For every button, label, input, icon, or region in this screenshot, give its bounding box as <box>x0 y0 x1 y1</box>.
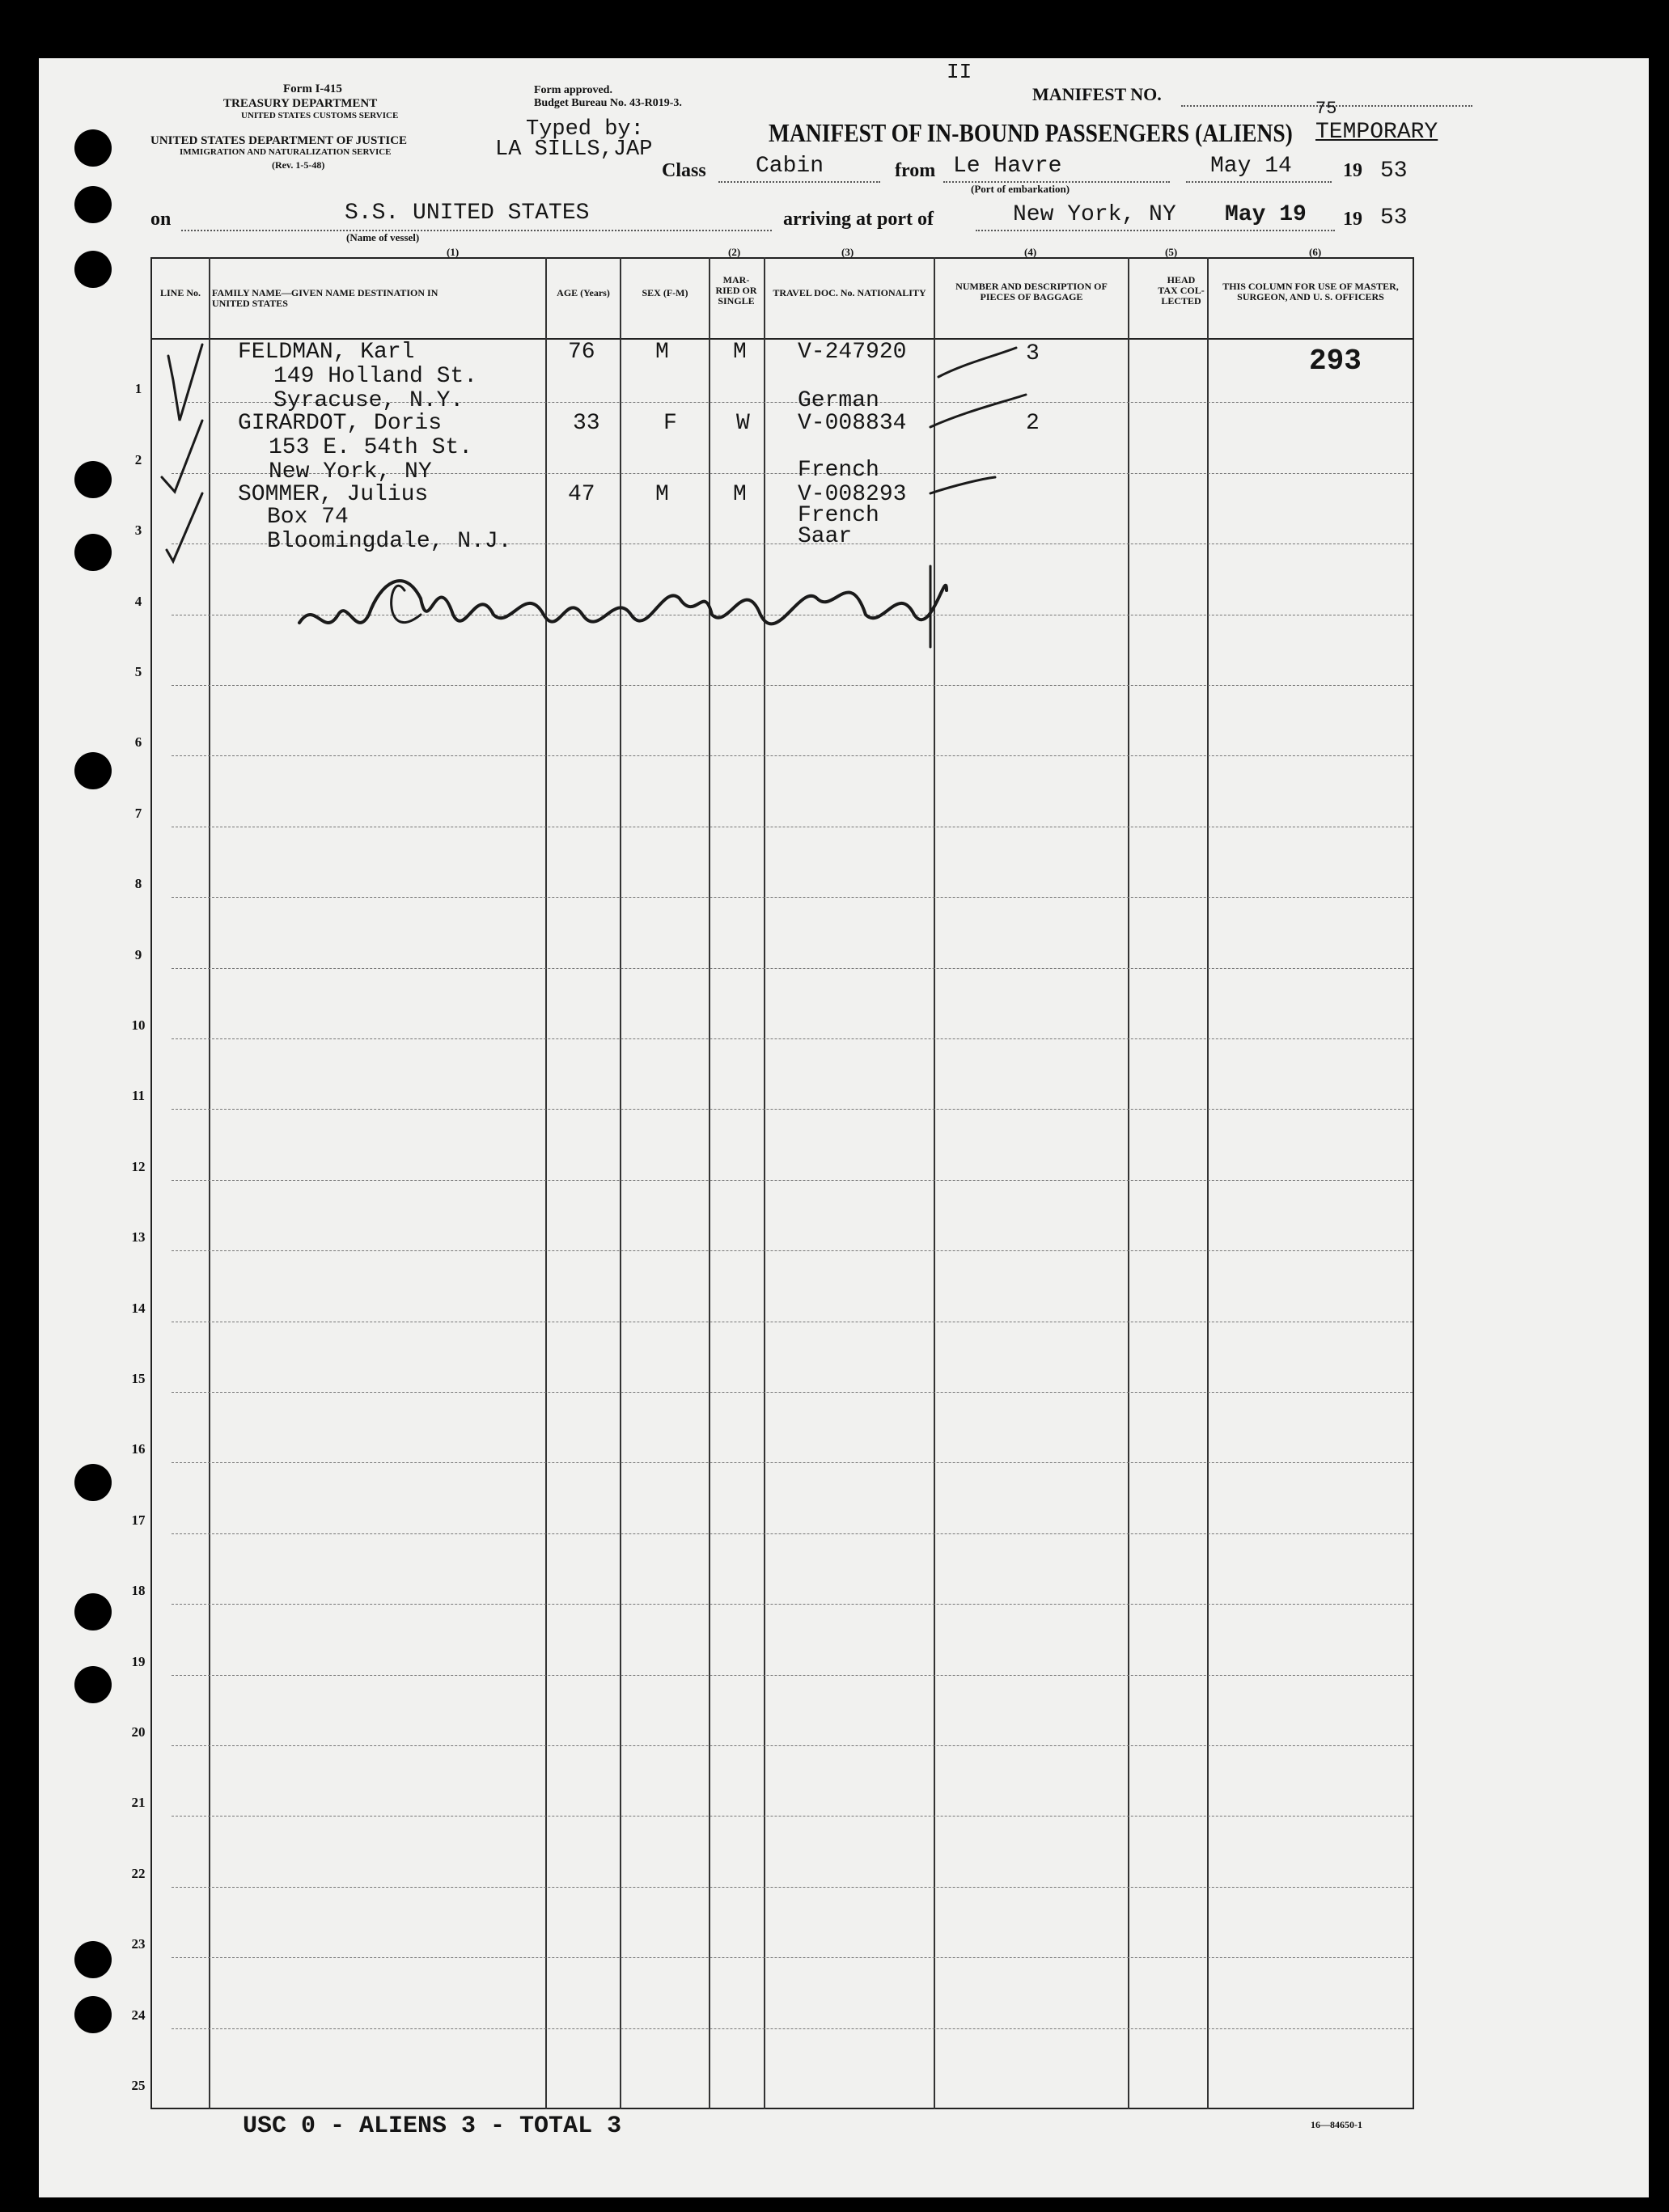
line-number: 25 <box>131 2078 146 2093</box>
line-number: 10 <box>131 1017 146 1033</box>
passenger-address-2: Syracuse, N.Y. <box>273 388 464 413</box>
from-label: from <box>895 160 936 181</box>
line-number: 22 <box>131 1865 146 1881</box>
temporary-label: TEMPORARY <box>1315 120 1438 145</box>
line-number: 16 <box>131 1441 146 1457</box>
col-name: FAMILY NAME—GIVEN NAME DESTINATION IN UNITED STATES <box>212 287 438 309</box>
passenger-sex: F <box>663 411 677 436</box>
vessel-name: S.S. UNITED STATES <box>345 201 590 226</box>
line-number: 8 <box>134 876 142 892</box>
line-number: 3 <box>134 522 142 539</box>
line-number: 6 <box>134 734 142 751</box>
depart-year: 53 <box>1380 159 1408 184</box>
col-sex: SEX (F-M) <box>642 287 688 298</box>
baggage-tick-1 <box>938 348 1016 377</box>
line-number: 14 <box>131 1300 146 1316</box>
arrival-year: 53 <box>1380 205 1408 231</box>
line-number: 9 <box>134 946 142 962</box>
col-head-tax: HEAD TAX COL-LECTED <box>1158 274 1205 307</box>
totals-line: USC 0 - ALIENS 3 - TOTAL 3 <box>243 2113 622 2140</box>
budget-label: Budget Bureau No. 43-R019-3. <box>534 97 682 109</box>
col-baggage: NUMBER AND DESCRIPTION OF PIECES OF BAGGAGE <box>955 281 1108 302</box>
line-number: 18 <box>131 1583 146 1599</box>
line-number: 13 <box>131 1229 146 1246</box>
passenger-age: 76 <box>568 340 595 365</box>
depart-date: May 14 <box>1210 154 1292 179</box>
passenger-address-1: 149 Holland St. <box>273 364 478 389</box>
col-num-2: (2) <box>728 246 741 258</box>
col-line-no: LINE No. <box>159 287 201 298</box>
vessel-caption: (Name of vessel) <box>346 231 420 243</box>
revision-label: (Rev. 1-5-48) <box>272 159 325 171</box>
passenger-name: GIRARDOT, Doris <box>238 411 443 436</box>
manifest-no-label: MANIFEST NO. <box>1032 84 1162 104</box>
passenger-nationality: French <box>798 503 879 528</box>
passenger-marital: M <box>733 340 747 365</box>
passenger-nationality: German <box>798 388 879 413</box>
passenger-marital: M <box>733 482 747 507</box>
baggage-tick-3 <box>930 477 995 493</box>
from-value: Le Havre <box>953 154 1062 179</box>
passenger-marital: W <box>736 411 750 436</box>
line-number: 20 <box>131 1724 146 1740</box>
line-number: 7 <box>134 805 142 821</box>
passenger-nationality: French <box>798 458 879 483</box>
passenger-sex: M <box>655 340 669 365</box>
passenger-address-1: Box 74 <box>267 505 349 530</box>
print-code: 16—84650-1 <box>1311 2119 1362 2130</box>
col-married: MAR-RIED OR SINGLE <box>715 274 757 307</box>
col-travel-doc: TRAVEL DOC. No. NATIONALITY <box>773 287 926 298</box>
class-value: Cabin <box>756 154 824 179</box>
passenger-baggage: 2 <box>1026 411 1040 436</box>
passenger-address-2: New York, NY <box>269 459 432 484</box>
arrival-year-prefix: 19 <box>1343 209 1362 230</box>
manifest-number: 75 <box>1315 99 1337 119</box>
line-number: 2 <box>134 451 142 467</box>
passenger-name: SOMMER, Julius <box>238 482 429 507</box>
approved-label: Form approved. <box>534 84 612 96</box>
class-label: Class <box>662 160 706 181</box>
col-num-6: (6) <box>1309 246 1322 258</box>
form-number: Form I-415 <box>283 82 342 95</box>
passenger-nationality-2: Saar <box>798 524 853 549</box>
typed-by-value: LA SILLS,JAP <box>495 137 653 162</box>
line-number: 12 <box>131 1158 146 1174</box>
roman-numeral: II <box>947 60 972 84</box>
arriving-label: arriving at port of <box>783 209 934 230</box>
passenger-sex: M <box>655 482 669 507</box>
line-number: 23 <box>131 1936 146 1952</box>
line-number: 19 <box>131 1653 146 1669</box>
line-number: 15 <box>131 1371 146 1386</box>
col-num-1: (1) <box>447 246 460 258</box>
customs-label: UNITED STATES CUSTOMS SERVICE <box>241 111 399 121</box>
officer-number: 293 <box>1309 345 1362 378</box>
line-number: 5 <box>134 664 142 679</box>
justice-label: UNITED STATES DEPARTMENT OF JUSTICE <box>150 134 408 147</box>
passenger-age: 47 <box>568 482 595 507</box>
passenger-name: FELDMAN, Karl <box>238 340 415 365</box>
passenger-doc: V-008293 <box>798 482 907 507</box>
col-num-3: (3) <box>841 246 854 258</box>
port-embarkation-caption: (Port of embarkation) <box>971 183 1070 195</box>
arrival-date: May 19 <box>1225 202 1307 227</box>
passenger-doc: V-247920 <box>798 340 907 365</box>
baggage-tick-2 <box>930 395 1026 427</box>
typed-by-label: Typed by: <box>526 117 644 142</box>
line-number: 4 <box>134 593 142 609</box>
manifest-title: MANIFEST OF IN-BOUND PASSENGERS (ALIENS) <box>769 118 1293 147</box>
line-number: 21 <box>131 1795 146 1811</box>
passenger-address-1: 153 E. 54th St. <box>269 435 473 460</box>
treasury-label: TREASURY DEPARTMENT <box>223 97 378 110</box>
checkmark-2 <box>162 421 202 492</box>
passenger-doc: V-008834 <box>798 411 907 436</box>
on-label: on <box>150 209 172 230</box>
depart-year-prefix: 19 <box>1343 160 1362 181</box>
col-age: AGE (Years) <box>557 287 610 298</box>
line-number: 17 <box>131 1512 146 1528</box>
checkmark-3 <box>167 493 202 561</box>
line-number: 11 <box>131 1088 146 1104</box>
passenger-baggage: 3 <box>1026 341 1040 366</box>
arrival-port: New York, NY <box>1013 202 1176 227</box>
line-number: 1 <box>134 381 142 397</box>
passenger-age: 33 <box>573 411 600 436</box>
col-num-5: (5) <box>1165 246 1178 258</box>
col-officers: THIS COLUMN FOR USE OF MASTER, SURGEON, AND U. S. OFFICERS <box>1222 281 1399 302</box>
line-number: 24 <box>131 2007 146 2023</box>
passenger-address-2: Bloomingdale, N.J. <box>267 529 512 554</box>
ins-label: IMMIGRATION AND NATURALIZATION SERVICE <box>180 147 392 157</box>
checkmark-1 <box>168 345 202 421</box>
col-num-4: (4) <box>1024 246 1037 258</box>
